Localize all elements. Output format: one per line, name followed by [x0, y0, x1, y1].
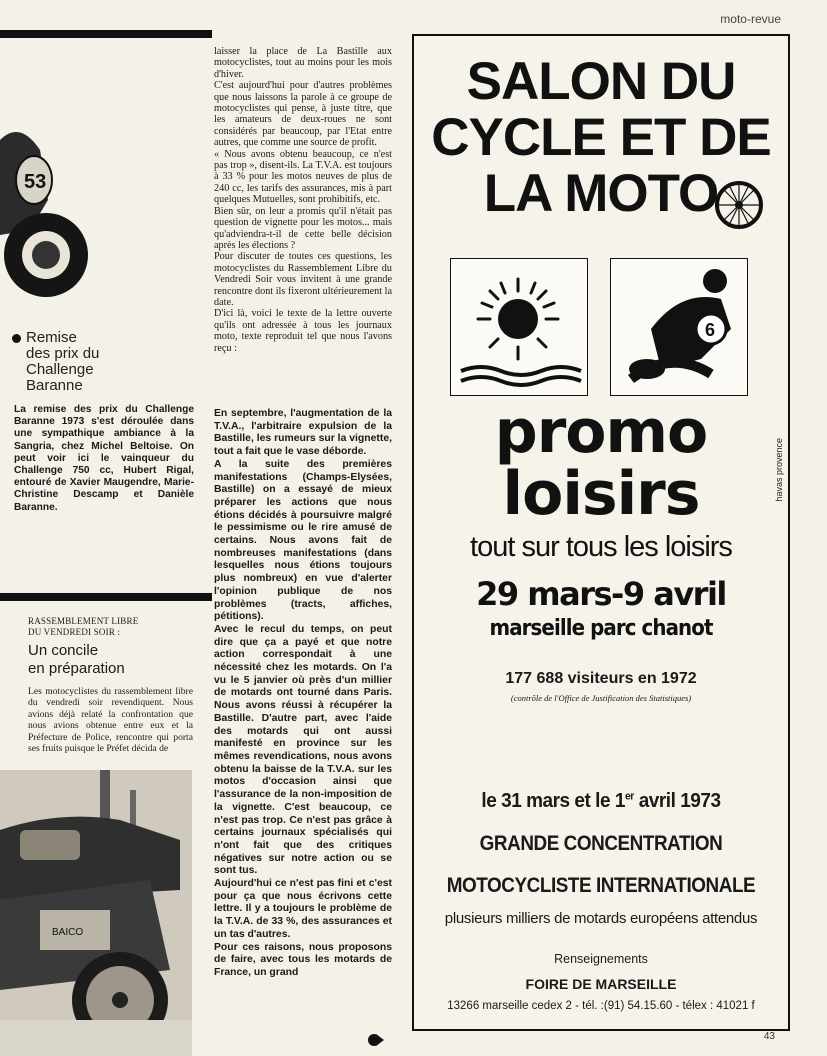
remise-title: [14, 330, 194, 394]
remise-title-line: des prix du: [26, 345, 100, 362]
superscript: er: [624, 790, 634, 803]
letter-paragraph: En septembre, l'augmentation de la T.V.A., l'arbitraire expulsion de la Bastille, les rumeurs sur la vignette, tout a fait que le vase déborde.: [214, 408, 392, 458]
ad-tagline: tout sur tous les loisirs: [470, 531, 732, 563]
continue-arrow-icon: [368, 1033, 384, 1047]
agency-credit: havas provence: [774, 438, 784, 502]
section-rule: [0, 593, 212, 601]
paragraph: C'est aujourd'hui pour d'autres problèmes que nous laissons la parole à ce groupe de motocyclistes qui pense, à juste titre, que les amateurs de deux-roues ne sont considérés par beaucoup, par l'Etat entre autres, que comme une source de profit.: [214, 80, 392, 149]
promo-line: promo: [494, 397, 708, 467]
headline-line: SALON DU: [466, 52, 736, 111]
top-rule: [0, 30, 212, 38]
paragraph: Bien sûr, on leur a promis qu'il n'était pas question de vignette pour les motos... mais qu'adviendra-t-il de cette belle décision après les élections ?: [214, 205, 392, 251]
info-label: Renseignements: [554, 952, 648, 966]
remise-article: [14, 330, 194, 514]
remise-title-line: Remise: [26, 329, 77, 346]
promo-line: loisirs: [502, 459, 700, 529]
article-column-intro: [214, 46, 392, 354]
svg-text:BAICO: BAICO: [52, 927, 84, 938]
remise-body: La remise des prix du Challenge Baranne 1973 s'est déroulée dans une sympathique ambiance à la Sangria, chez Michel Beltoise. On peut voir ici le vainqueur du Challenge 750 cc, Hubert Rigal, entouré de Xavier Maugendre, Marie-Christine Descamp et Danièle Baranne.: [14, 404, 194, 513]
rassemblement-article: [28, 616, 193, 754]
promo-loisirs-title: [414, 397, 788, 529]
rassemblement-kicker: [28, 616, 193, 638]
headline-line: LA MOTO: [483, 164, 719, 223]
paragraph: laisser la place de La Bastille aux motocyclistes, tout au moins pour les mois d'hiver.: [214, 46, 392, 80]
letter-paragraph: Pour ces raisons, nous proposons de faire, avec tous les motards de France, un grand: [214, 941, 392, 978]
svg-text:53: 53: [24, 171, 47, 193]
salon-advertisement: [412, 34, 790, 1031]
motorcycle-photo-top: [0, 110, 96, 305]
rassemblement-title: [28, 642, 193, 678]
concentration-title: MOTOCYCLISTE INTERNATIONALE: [446, 874, 756, 897]
letter-paragraph: Avec le recul du temps, on peut dire que ça a payé et que notre action correspondait à une nécessité chez les motards. On l'a vu le 5 janvier où près d'un millier de motards ont tourné dans Paris. Nous avons réussi à récupérer la Bastille. D'autre part, avec l'aide des motards qui ont aussi manifesté en province sur les mêmes revendications, nous avons obtenu la baisse de la T.V.A. sur les motos d'occasion ainsi que l'assurance de la non-imposition de la vignette. C'est beaucoup, ce n'est pas trop. Ce n'est pas grâce à certains journaux spécialisés qui n'ont fait que des critiques négatives sur notre action ou se sont tus.: [214, 623, 392, 877]
concentration-subtitle: plusieurs milliers de motards européens attendus: [444, 910, 758, 927]
remise-title-line: Baranne: [26, 377, 83, 394]
kicker-line: RASSEMBLEMENT LIBRE: [28, 616, 139, 626]
svg-text:6: 6: [705, 320, 716, 340]
concentration-title: GRANDE CONCENTRATION: [479, 832, 723, 855]
info-address: 13266 marseille cedex 2 - tél. :(91) 54.15.60 - télex : 41021 f: [447, 1000, 755, 1012]
event-dates: 29 mars-9 avril: [476, 575, 726, 613]
title-line: en préparation: [28, 660, 125, 677]
kicker-line: DU VENDREDI SOIR :: [28, 627, 121, 637]
letter-paragraph: A la suite des premières manifestations (Champs-Elysées, Bastille) on a essayé de mieux préparer les actions que nous étions décidés à poursuivre malgré le pessimisme ou le rire amusé de certains. Nous avons fait de nombreuses manifestations (dans lesquelles nous étions toujours plus nombreux) en vue d'alerter l'opinion publique de nos problèmes (tracts, affiches, pétitions).: [214, 458, 392, 623]
remise-title-line: Challenge: [26, 361, 94, 378]
visitors-note: (contrôle de l'Office de Justification des Statistiques): [510, 693, 692, 703]
page-number: 43: [763, 1031, 775, 1042]
open-letter: [214, 408, 392, 980]
concentration-date: [423, 790, 778, 813]
event-venue: marseille parc chanot: [489, 616, 713, 641]
magazine-name: moto-revue: [720, 12, 781, 26]
letter-paragraph: Aujourd'hui ce n'est pas fini et c'est pour ça que nous écrivons cette lettre. Il y a toujours le problème de la T.V.A. de 33 %, des assurances et un tas d'autres.: [214, 878, 392, 940]
concentration-date-text: avril 1973: [633, 790, 721, 812]
paragraph: Pour discuter de toutes ces questions, les motocyclistes du Rassemblement Libre du Vendredi Soir vous invitent à une grande rencontre dont ils fixeront ultérieurement la date.: [214, 251, 392, 308]
info-organization: FOIRE DE MARSEILLE: [525, 976, 677, 992]
headline-line: CYCLE ET DE: [431, 108, 771, 167]
motorcycle-rider-illustration: [610, 258, 748, 396]
sun-illustration: [450, 258, 588, 396]
concentration-date-text: le 31 mars et le 1: [481, 790, 625, 812]
motorcycle-photo-bottom: [0, 770, 192, 1056]
paragraph: D'ici là, voici le texte de la lettre ouverte qu'ils ont adressée à tous les journaux moto, texte reproduit tel que nous l'avons reçu :: [214, 308, 392, 354]
title-line: Un concile: [28, 642, 99, 659]
visitors-count: 177 688 visiteurs en 1972: [505, 670, 697, 687]
wheel-icon: [714, 180, 764, 230]
rassemblement-body: Les motocyclistes du rassemblement libre du vendredi soir revendiquent. Nous avions déjà relaté la confrontation que nous avions obtenue entre eux et la Préfecture de Police, rencontre qui porta ses fruits puisque le Préfet décida de: [28, 686, 193, 755]
paragraph: « Nous avons obtenu beaucoup, ce n'est pas trop », disent-ils. La T.V.A. est toujours à 33 % pour les motos neuves de plus de 240 cc, les tarifs des assurances, mis à part quelques Mutuelles, sont prohibitifs, etc.: [214, 148, 392, 206]
